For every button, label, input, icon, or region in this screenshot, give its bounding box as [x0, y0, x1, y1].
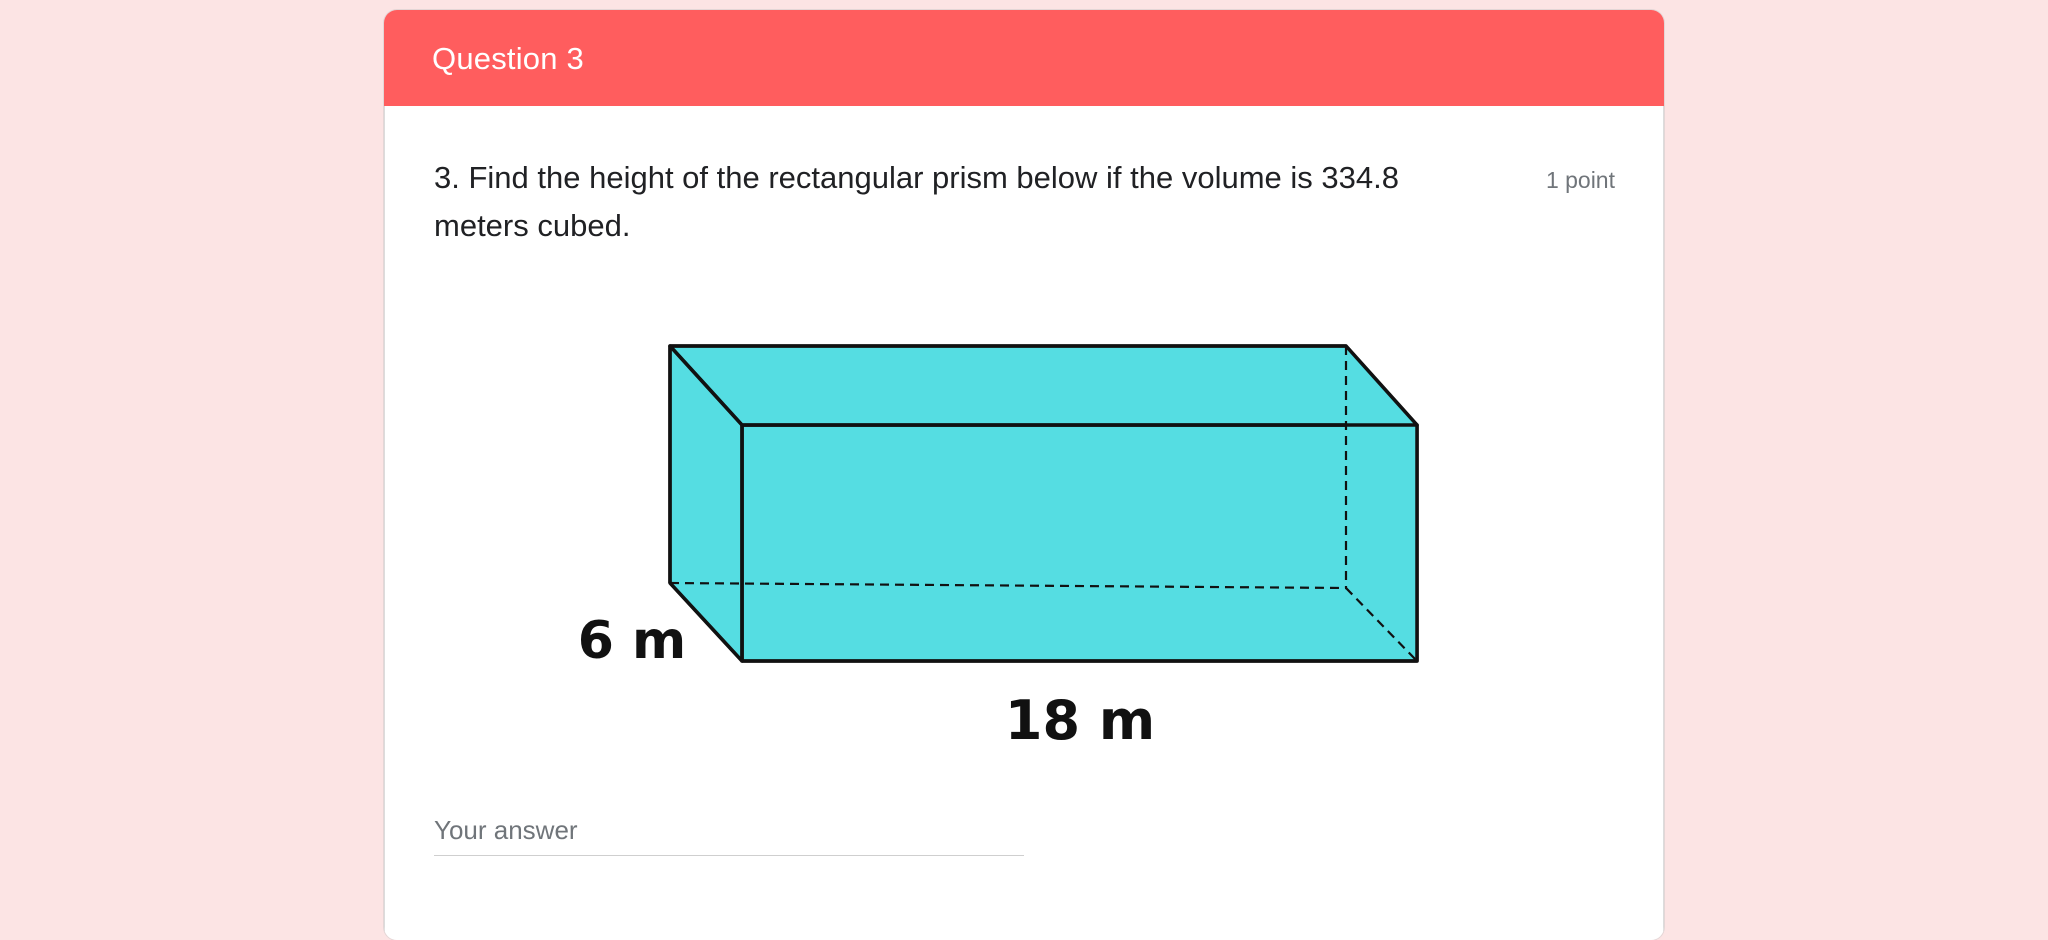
length-label: 18 m — [1004, 689, 1156, 752]
depth-label: 6 m — [577, 611, 687, 671]
answer-input[interactable] — [434, 806, 1024, 856]
points-label: 1 point — [1545, 167, 1615, 193]
prism-top-face — [670, 346, 1417, 425]
question-card — [384, 106, 1664, 940]
rectangular-prism-figure — [565, 309, 1485, 769]
section-title: Question 3 — [432, 41, 584, 76]
question-card-container — [384, 10, 1664, 940]
section-header — [384, 10, 1664, 106]
question-text: 3. Find the height of the rectangular prism below if the volume is 334.8 meters cubed. — [434, 160, 1399, 243]
prism-drawing — [670, 346, 1417, 661]
prism-front-face — [742, 425, 1417, 661]
